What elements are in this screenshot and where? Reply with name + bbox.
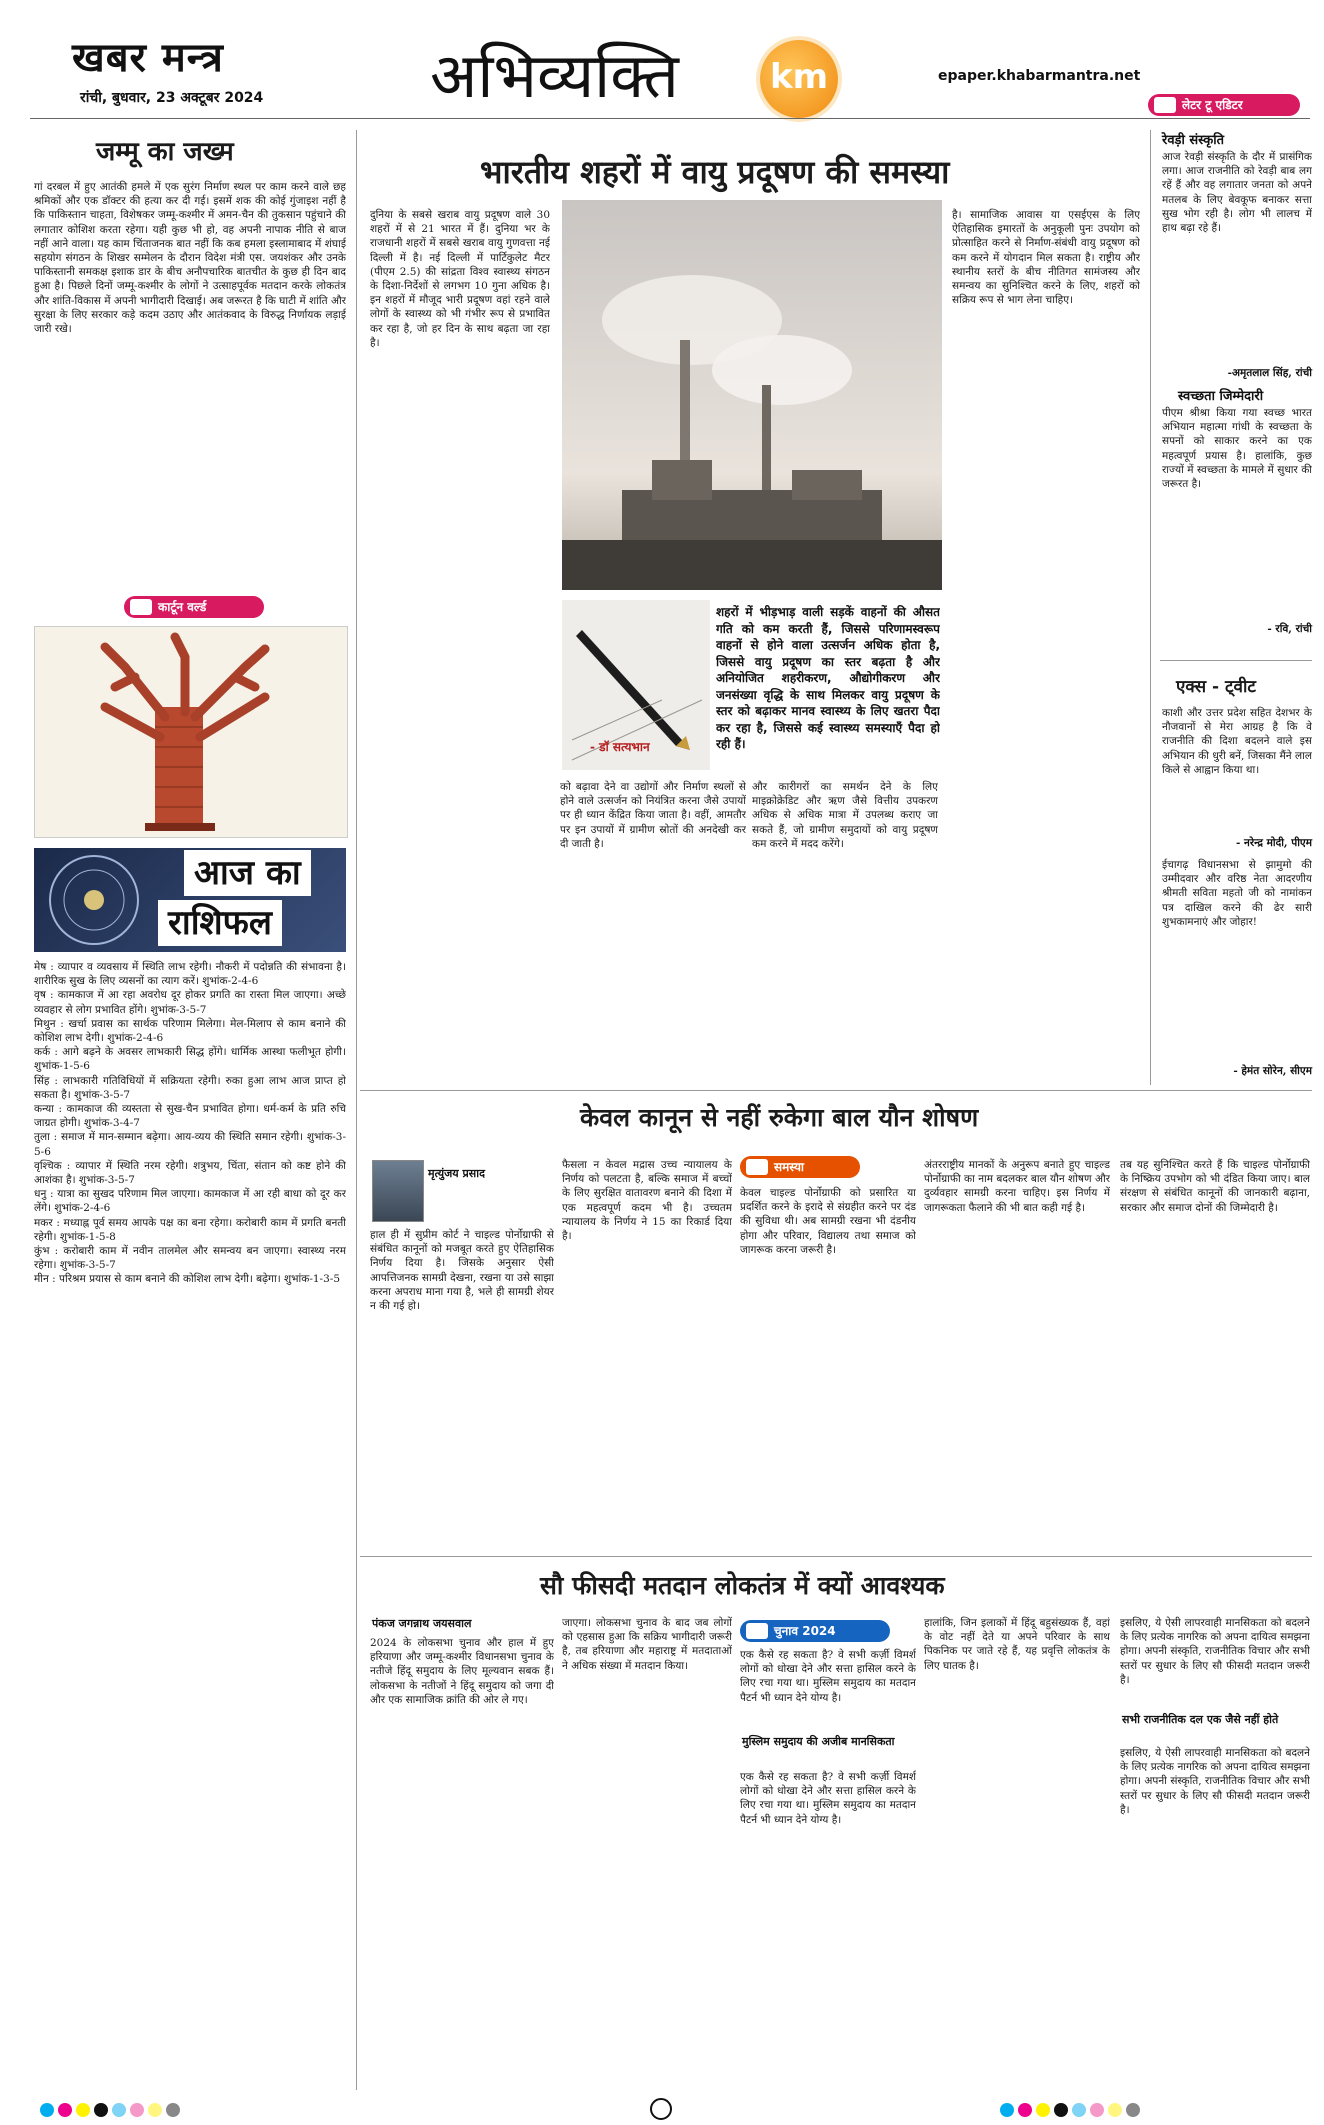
voting-body-5: इसलिए, ये ऐसी लापरवाही मानसिकता को बदलने के लिए प्रत्येक नागरिक को अपना दायित्व समझना होगा। अपनी संस्कृति, राजनीतिक विचार और सभी स्तरों पर सुधार के लिए सौ फीसदी मतदान जरूरी है।	[1120, 1617, 1310, 1686]
pollution-photo	[562, 200, 942, 590]
pollution-body-1: दुनिया के सबसे खराब वायु प्रदूषण वाले 30 शहरों में से 21 भारत में हैं। दुनिया भर के राजधानी शहरों में सबसे खराब वायु गुणवत्ता नई दिल्ली में है। नई दिल्ली में पार्टिकुलेट मैटर (पीएम 2.5) की सांद्रता विश्व स्वास्थ्य संगठन के दिशा-निर्देशों से लगभग 10 गुना अधिक है। इन शहरों में मौजूद भारी प्रदूषण वहां रहने वाले लोगों के स्वास्थ्य को भी गंभीर रूप से प्रभावित कर रहा है, जो हर दिन के साथ बढ़ता जा रहा है।	[370, 209, 550, 349]
pollution-byline: - डॉ सत्यभान	[590, 740, 650, 754]
child-body-5: तब यह सुनिश्चित करते हैं कि चाइल्ड पोर्नोग्राफी के निष्क्रिय उपभोग को भी दंडित किया जाए। बाल संरक्षण से संबंधित कानूनों की जानकारी बढ़ाना, सरकार और समाज दोनों की जिम्मेदारी है।	[1120, 1159, 1310, 1214]
tweet-2-body: ईचागढ़ विधानसभा से झामुमो की उम्मीदवार और वरिष्ठ नेता आदरणीय श्रीमती सविता महतो जी को नामांकन पत्र दाखिल करने की ढेर सारी शुभकामनाएं और जोहार!	[1162, 859, 1312, 928]
epaper-url[interactable]: epaper.khabarmantra.net	[938, 68, 1141, 84]
voting-body-1: 2024 के लोकसभा चुनाव और हाल में हुए हरियाणा और जम्मू-कश्मीर विधानसभा चुनाव के नतीजे हिंदू समुदाय के लिए मूल्यवान सबक हैं। लोकसभा के नतीजों ने हिंदू समुदाय को जगा दी और एक सामाजिक क्रांति की ओर ले गए।	[370, 1637, 554, 1706]
pollution-title: भारतीय शहरों में वायु प्रदूषण की समस्या	[480, 153, 950, 191]
child-article-title: केवल कानून से नहीं रुकेगा बाल यौन शोषण	[580, 1103, 979, 1132]
child-body-2: फैसला न केवल मद्रास उच्च न्यायालय के निर्णय को पलटता है, बल्कि समाज में बच्चों के लिए सुरक्षित वातावरण बनाने की दिशा में एक महत्वपूर्ण कदम भी है। उच्चतम न्यायालय के निर्णय ने 15 का रिकार्ड दिया है।	[562, 1159, 732, 1243]
child-body-3: केवल चाइल्ड पोर्नोग्राफी को प्रसारित या प्रदर्शित करने के इरादे से संग्रहीत करने पर दंड की सुविधा थी। अब सामग्री रखना भी दंडनीय होगा और परिवार, विद्यालय तथा समाज को जागरूक करना जरूरी है।	[740, 1187, 916, 1256]
color-registration-marks	[40, 2103, 180, 2117]
section-title: अभिव्यक्ति	[430, 39, 679, 112]
rashifal-body: मेष : व्यापार व व्यवसाय में स्थिति लाभ रहेगी। नौकरी में पदोन्नति की संभावना है। शारीरिक सुख के लिए व्यसनों का त्याग करें। शुभांक-2-4-6 वृष : कामकाज में आ रहा अवरोध दूर होकर प्रगति का रास्ता मिल जाएगा। अच्छे व्यवहार से लोग प्रभावित होंगे। शुभांक-3-5-7 मिथुन : खर्चा प्रवास का सार्थक परिणाम मिलेगा। मेल-मिलाप से काम बनाने की कोशिश लाभ देगी। शुभांक-2-4-6 कर्क : आगे बढ़ने के अवसर लाभकारी सिद्ध होंगे। धार्मिक आस्था फलीभूत होगी। शुभांक-1-5-6 सिंह : लाभकारी गतिविधियों में सक्रियता रहेगी। रुका हुआ लाभ आज प्राप्त हो सकता है। शुभांक-3-5-7 कन्या : कामकाज की व्यस्तता से सुख-चैन प्रभावित होगा। धर्म-कर्म के प्रति रुचि जाग्रत होगी। शुभांक-3-4-7 तुला : समाज में मान-सम्मान बढ़ेगा। आय-व्यय की स्थिति समान रहेगी। शुभांक-3-5-6 वृश्चिक : व्यापार में स्थिति नरम रहेगी। शत्रुभय, चिंता, संतान को कष्ट होने की आशंका है। शुभांक-3-5-7 धनु : यात्रा का सुखद परिणाम मिल जाएगा। कामकाज में आ रही बाधा को दूर कर लेंगे। शुभांक-2-4-6 मकर : मध्याह्न पूर्व समय आपके पक्ष का बना रहेगा। करोबारी काम में प्रगति बनती रहेगी। शुभांक-1-5-8 कुंभ : करोबारी काम में नवीन तालमेल और समन्वय बन जाएगा। स्वास्थ्य नरम रहेगा। शुभांक-3-5-7 मीन : परिश्रम प्रयास से काम बनाने की कोशिश लाभ देगी। बढ़ेगा। शुभांक-1-3-5	[34, 961, 346, 1286]
envelope-icon	[130, 599, 152, 615]
voting-body-3: एक कैसे रह सकता है? वे सभी कर्ज़ी विमर्श लोगों को धोखा देने और सत्ता हासिल करने के लिए रचा गया था। मुस्लिम समुदाय का मतदान पैटर्न भी ध्यान देने योग्य है।	[740, 1649, 916, 1704]
tweet-2-signature: - हेमंत सोरेन, सीएम	[1233, 1065, 1312, 1077]
x-tweet-title: एक्स - ट्वीट	[1176, 677, 1256, 697]
child-author: मृत्युंजय प्रसाद	[428, 1167, 485, 1180]
cartoon-image	[34, 626, 348, 838]
voting-subhead: मुस्लिम समुदाय की अजीब मानसिकता	[742, 1735, 895, 1748]
pollution-body-2: को बढ़ावा देने वा उद्योगों और निर्माण स्थलों से होने वाले उत्सर्जन को नियंत्रित करना जैसे उपायों पर ही ध्यान केंद्रित किया जाता है। वहीं, आमतौर पर इन उपायों में ग्रामीण स्रोतों की अनदेखी कर दी जाती है।	[560, 781, 746, 850]
ballot-icon	[746, 1623, 768, 1639]
voting-body-4: हालांकि, जिन इलाकों में हिंदू बहुसंख्यक हैं, वहां के वोट नहीं देते या अपने परिवार के साथ पिकनिक पर जाते रहे हैं, यह प्रवृत्ति लोकतंत्र के लिए घातक है।	[924, 1617, 1110, 1672]
newspaper-name: खबर मन्त्र	[72, 34, 224, 81]
cartoon-tag: कार्टून वर्ल्ड	[124, 596, 264, 618]
author-photo	[372, 1160, 424, 1222]
tweet-1-body: काशी और उत्तर प्रदेश सहित देशभर के नौजवानों से मेरा आग्रह है कि वे राजनीति की दिशा बदलने वाले इस अभियान की धुरी बनें, जिसका मैंने लाल किले से आह्वान किया था।	[1162, 707, 1312, 776]
letters-tag: लेटर टू एडिटर	[1148, 94, 1300, 116]
envelope-icon	[1154, 97, 1176, 113]
voting-body-5b: इसलिए, ये ऐसी लापरवाही मानसिकता को बदलने के लिए प्रत्येक नागरिक को अपना दायित्व समझना होगा। अपनी संस्कृति, राजनीतिक विचार और सभी स्तरों पर सुधार के लिए सौ फीसदी मतदान जरूरी है।	[1120, 1747, 1310, 1816]
letter-1-signature: -अमृतलाल सिंह, रांची	[1227, 367, 1312, 379]
rashifal-title-1: आज का	[184, 850, 311, 896]
megaphone-icon	[746, 1159, 768, 1175]
child-body-1: हाल ही में सुप्रीम कोर्ट ने चाइल्ड पोर्नोग्राफी से संबंधित कानूनों को मजबूत करते हुए ऐतिहासिक निर्णय दिया है। जिसके अनुसार ऐसी आपत्तिजनक सामग्री देखना, रखना या उसे साझा करना अपराध माना गया है, भले ही सामग्री शेयर न की गई हो।	[370, 1229, 554, 1313]
letter-1-body: आज रेवड़ी संस्कृति के दौर में प्रासंगिक लगा। आज राजनीति को रेवड़ी बाब लग रहें हैं और वह लगातार जनता को अपने मतलब के लिए बेवकूफ बनाकर सत्ता सुख भोग रही है। लोग भी लालच में हाथ बढ़ा रहे हैं।	[1162, 151, 1312, 235]
rashifal-title-2: राशिफल	[158, 900, 282, 946]
pollution-body-4: है। सामाजिक आवास या एसईएस के लिए ऐतिहासिक इमारतों के अनुकूली पुनः उपयोग को प्रोत्साहित करने से निर्माण-संबंधी वायु प्रदूषण को कम करने में योगदान मिल सकता है। राष्ट्रीय और स्थानीय स्तरों के बीच नीतिगत सामंजस्य और समन्वय का सुनिश्चित करने के लिए, शहरों को सक्रिय रूप से भाग लेना चाहिए।	[952, 209, 1140, 307]
letter-2-signature: - रवि, रांची	[1267, 623, 1312, 635]
logo-letters: km	[769, 57, 829, 97]
voting-subhead-2: सभी राजनीतिक दल एक जैसे नहीं होते	[1122, 1713, 1279, 1726]
dateline: रांची, बुधवार, 23 अक्टूबर 2024	[80, 90, 264, 106]
voting-author: पंकज जगन्नाथ जयसवाल	[372, 1617, 472, 1630]
voting-article-title: सौ फीसदी मतदान लोकतंत्र में क्यों आवश्यक	[540, 1571, 945, 1600]
editorial-title: जम्मू का जख्म	[96, 137, 234, 167]
rashifal-banner	[34, 848, 346, 952]
child-body-4: अंतरराष्ट्रीय मानकों के अनुरूप बनाते हुए चाइल्ड पोर्नोग्राफी का नाम बदलकर बाल यौन शोषण और दुर्व्यवहार सामग्री करना चाहिए। इस निर्णय में जागरूकता फैलाने की भी बात कही गई है।	[924, 1159, 1110, 1214]
editorial-body: गां दरबल में हुए आतंकी हमले में एक सुरंग निर्माण स्थल पर काम करने वाले छह श्रमिकों और एक डॉक्टर की हत्या कर दी गई। इसमें शक की कोई गुंजाइश नहीं है कि पाकिस्तान चाहता, विशेषकर जम्मू-कश्मीर में अमन-चैन की तुकसान पहुंचाने की लगातार कोशिश करता रहेगा। यही कुछ भी हो, वह अपनी नापाक नीति से बाज नहीं आने वाला। यह काम चिंताजनक बात नहीं कि कब हमला इस्लामाबाद में शंघाई सहयोग संगठन के शिखर सम्मेलन के दौरान विदेश मंत्री एस. जयशंकर और उनके पाकिस्तानी समकक्ष इशाक डार के बीच अनौपचारिक बातचीत के कुछ ही दिन बाद हुआ है। पिछले दिनों जम्मू-कश्मीर के लोगों ने उत्साहपूर्वक मतदान करके लोकतंत्र और शांति-विकास में अपनी भागीदारी दिखाई। अब जरूरत है कि घाटी में शांति और सुरक्षा के लिए सरकार कड़े कदम उठाए और आतंकवाद के विरुद्ध निर्णायक लड़ाई जारी रखे।	[34, 181, 346, 336]
logo	[760, 40, 838, 118]
crosshair-icon	[650, 2098, 672, 2120]
voting-body-2: जाएगा। लोकसभा चुनाव के बाद जब लोगों को एहसास हुआ कि सक्रिय भागीदारी जरूरी है, तब हरियाणा और महाराष्ट्र में मतदाताओं ने अधिक संख्या में मतदान किया।	[562, 1617, 732, 1672]
problem-tag: समस्या	[740, 1156, 860, 1178]
letter-2-body: पीएम श्रीश्रा किया गया स्वच्छ भारत अभियान महात्मा गांधी के स्वच्छता के सपनों को साकार करने का एक महत्वपूर्ण प्रयास है। हालांकि, कुछ राज्यों में स्वच्छता के मामले में सुधार की जरूरत है।	[1162, 407, 1312, 491]
pollution-pullquote: शहरों में भीड़भाड़ वाली सड़कें वाहनों की औसत गति को कम करती हैं, जिससे परिणामस्वरूप वाहनों से होने वाला उत्सर्जन अधिक होता है, जिससे वायु प्रदूषण का स्तर बढ़ता है और अनियोजित शहरीकरण, औद्योगीकरण और जनसंख्या वृद्धि के साथ मिलकर वायु प्रदूषण के स्तर को बढ़ाकर मानव स्वास्थ्य के लिए खतरा पैदा कर रहा है, जिससे कई स्वास्थ्य समस्याएँ पैदा हो रही हैं।	[716, 605, 940, 751]
color-registration-marks-right	[1000, 2103, 1140, 2117]
letter-2-title: स्वच्छता जिम्मेदारी	[1178, 389, 1264, 404]
tweet-1-signature: - नरेन्द्र मोदी, पीएम	[1236, 837, 1312, 849]
election-tag: चुनाव 2024	[740, 1620, 890, 1642]
pollution-body-3: और कारीगरों का समर्थन देने के लिए माइक्रोक्रेडिट और ऋण जैसे वित्तीय उपकरण अधिक से अधिक मात्रा में उपलब्ध कराए जा सकते हैं, जो ग्रामीण समुदायों को वायु प्रदूषण कम करने में मदद करेंगे।	[752, 781, 938, 850]
voting-body-3b: एक कैसे रह सकता है? वे सभी कर्ज़ी विमर्श लोगों को धोखा देने और सत्ता हासिल करने के लिए रचा गया था। मुस्लिम समुदाय का मतदान पैटर्न भी ध्यान देने योग्य है।	[740, 1771, 916, 1826]
letter-1-title: रेवड़ी संस्कृति	[1162, 133, 1224, 148]
